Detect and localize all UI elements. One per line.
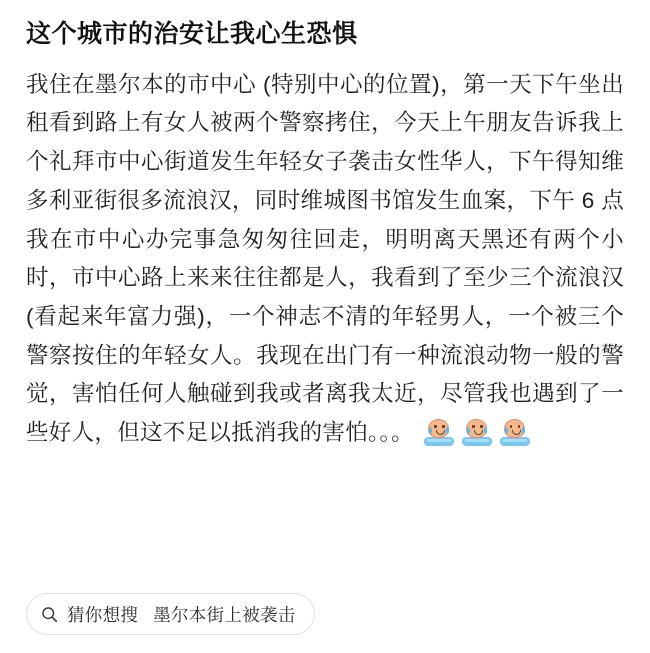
search-icon — [41, 606, 58, 623]
crying-face-in-water-icon — [462, 418, 492, 448]
search-suggestion-label: 猜你想搜 — [67, 604, 139, 625]
search-suggestion-query[interactable]: 墨尔本街上被袭击 — [153, 604, 296, 625]
post-body — [26, 66, 624, 454]
crying-face-in-water-icon — [424, 418, 454, 448]
page-title: 这个城市的治安让我心生恐惧 — [26, 20, 358, 48]
crying-face-in-water-icon — [500, 418, 530, 448]
search-suggestion-chip[interactable] — [26, 593, 315, 635]
post-body-text: 我住在墨尔本的市中心 (特别中心的位置)，第一天下午坐出租看到路上有女人被两个警察拷住，今天上午朋友告诉我上个礼拜市中心街道发生年轻女子袭击女性华人，下午得知维多利亚街很多流浪汉，同时维城图书馆发生血案，下午 6 点我在市中心办完事急匆匆往回走，明明离天黑还有两个小时，市中心路上来来往往都是人，我看到了至少三个流浪汉 (看起来年富力强)，一个神志不清的年轻男人，一个被三个警察按住的年轻女人。我现在出门有一种流浪动物一般的警觉，害怕任何人触碰到我或者离我太近，尽管我也遇到了一些好人，但这不足以抵消我的害怕。。。 — [26, 71, 624, 445]
emoji-group — [424, 415, 530, 454]
